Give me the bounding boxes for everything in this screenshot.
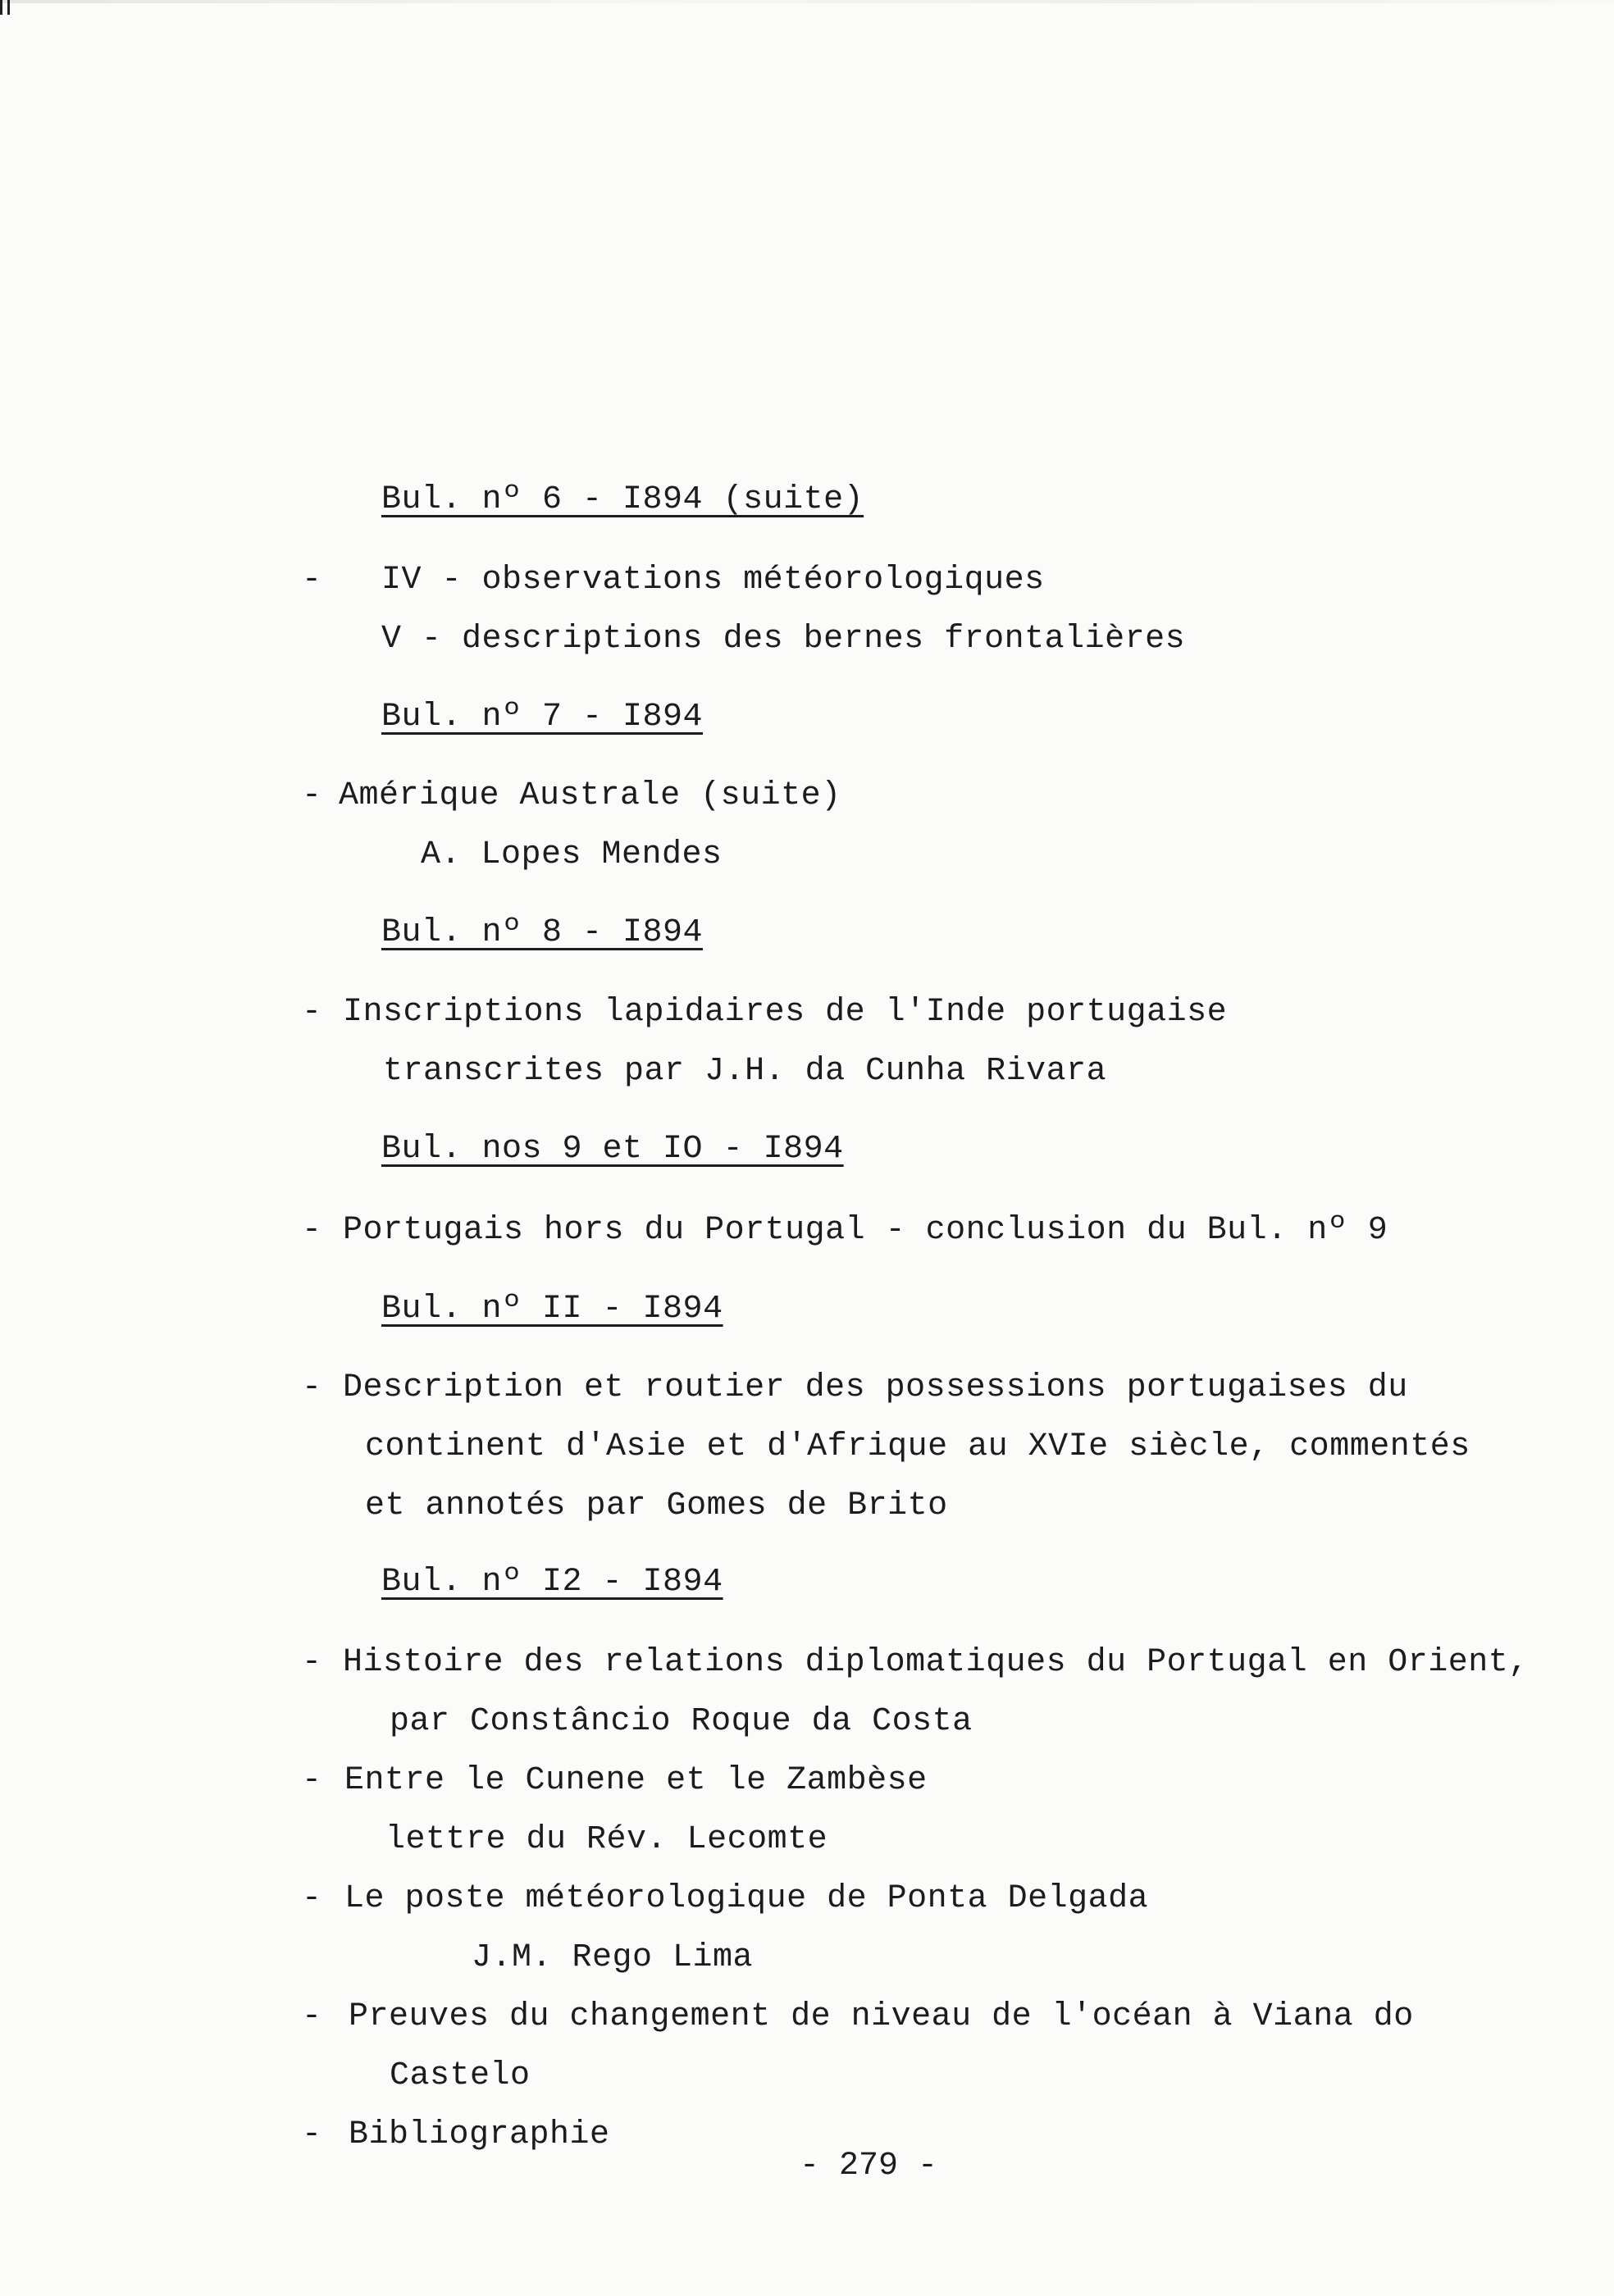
entry-line: Histoire des relations diplomatiques du Portugal en Orient, [343,1644,1529,1681]
section-heading-bul-11: Bul. nº II - I894 [381,1291,723,1328]
section-heading-bul-6: Bul. nº 6 - I894 (suite) [381,481,864,518]
entry-line: J.M. Rego Lima [472,1939,754,1976]
scan-top-edge [0,0,1614,3]
entry-line: IV - observations météorologiques [381,562,1045,599]
entry-line: V - descriptions des bernes frontalières [381,621,1186,658]
entry-line: transcrites par J.H. da Cunha Rivara [383,1053,1107,1090]
entry-line: lettre du Rév. Lecomte [385,1821,828,1858]
entry-dash: - [302,777,322,814]
entry-dash: - [302,994,322,1031]
entry-line: Bibliographie [349,2116,610,2153]
section-heading-bul-7: Bul. nº 7 - I894 [381,699,704,736]
entry-line: Portugais hors du Portugal - conclusion du Bul. nº 9 [343,1212,1388,1249]
entry-line: par Constâncio Roque da Costa [390,1703,973,1740]
entry-line: Preuves du changement de niveau de l'océan à Viana do [349,1998,1414,2035]
entry-line: Amérique Australe (suite) [339,777,841,814]
entry-line: Description et routier des possessions portugaises du [343,1369,1408,1406]
entry-line: et annotés par Gomes de Brito [365,1487,948,1524]
section-heading-bul-12: Bul. nº I2 - I894 [381,1564,723,1601]
entry-dash: - [302,1762,322,1799]
entry-dash: - [302,1880,322,1917]
entry-dash: - [302,1644,322,1681]
scan-edge-mark [0,0,10,15]
entry-line: A. Lopes Mendes [421,836,723,873]
section-heading-bul-9-10: Bul. nos 9 et IO - I894 [381,1131,844,1168]
entry-dash: - [302,1212,322,1249]
entry-dash: - [302,562,322,599]
entry-line: Castelo [390,2057,531,2094]
entry-dash: - [302,1998,322,2035]
entry-line: continent d'Asie et d'Afrique au XVIe siècle, commentés [365,1428,1470,1465]
entry-line: Le poste météorologique de Ponta Delgada [344,1880,1149,1917]
entry-line: Entre le Cunene et le Zambèse [344,1762,928,1799]
section-heading-bul-8: Bul. nº 8 - I894 [381,914,704,951]
page-number: - 279 - [800,2148,938,2184]
entry-dash: - [302,2116,322,2153]
entry-line: Inscriptions lapidaires de l'Inde portugaise [343,994,1228,1031]
entry-dash: - [302,1369,322,1406]
